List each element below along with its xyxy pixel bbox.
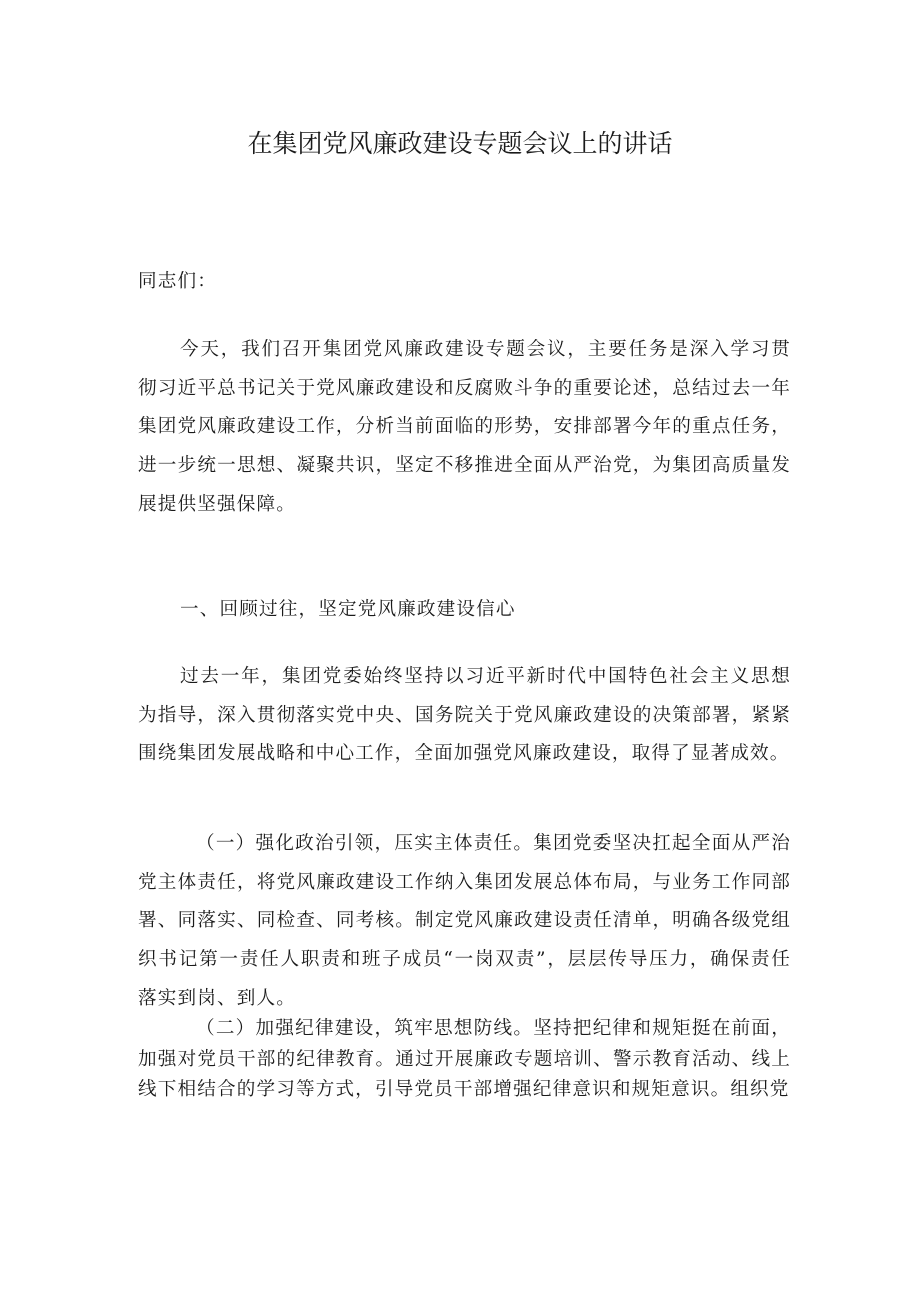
paragraph-item-one: （一）强化政治引领，压实主体责任。集团党委坚决扛起全面从严治党主体责任，将党风廉政建设工作纳入集团发展总体布局，与业务工作同部署、同落实、同检查、同考核。制定党风廉政建设责任清单，明确各级党组织书记第一责任人职责和班子成员“一岗双责”，层层传导压力，确保责任落实到岗、到人。 — [138, 833, 791, 1009]
salutation: 同志们： — [138, 271, 217, 292]
paragraph-intro: 今天，我们召开集团党风廉政建设专题会议，主要任务是深入学习贯彻习近平总书记关于党风廉政建设和反腐败斗争的重要论述，总结过去一年集团党风廉政建设工作，分析当前面临的形势，安排部署今年的重点任务，进一步统一思想、凝聚共识，坚定不移推进全面从严治党，为集团高质量发展提供坚强保障。 — [138, 339, 791, 515]
section-heading-one: 一、回顾过往，坚定党风廉政建设信心 — [180, 599, 516, 620]
document-title: 在集团党风廉政建设专题会议上的讲话 — [247, 129, 673, 158]
paragraph-review: 过去一年，集团党委始终坚持以习近平新时代中国特色社会主义思想为指导，深入贯彻落实党中央、国务院关于党风廉政建设的决策部署，紧紧围绕集团发展战略和中心工作，全面加强党风廉政建设，取得了显著成效。 — [138, 666, 791, 765]
paragraph-item-two: （二）加强纪律建设，筑牢思想防线。坚持把纪律和规矩挺在前面，加强对党员干部的纪律教育。通过开展廉政专题培训、警示教育活动、线上线下相结合的学习等方式，引导党员干部增强纪律意识和规矩意识。组织党 — [138, 1018, 791, 1101]
